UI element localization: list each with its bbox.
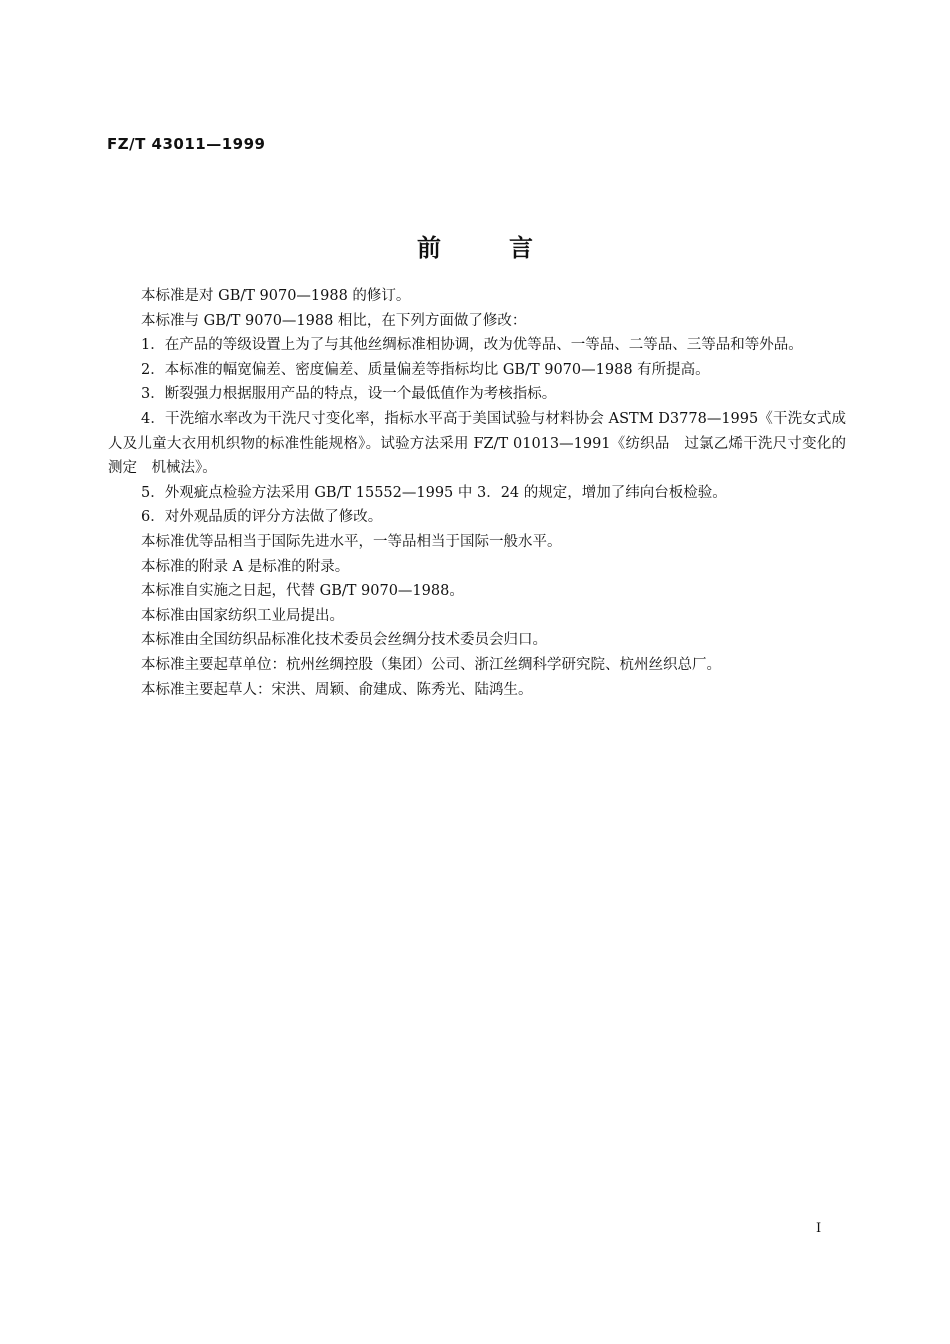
standard-code: FZ/T 43011—1999	[107, 135, 266, 153]
paragraph-proposer: 本标准由国家纺织工业局提出。	[141, 607, 344, 624]
paragraph-change-5: 5．外观疵点检验方法采用 GB/T 15552—1995 中 3．24 的规定，增加了纬向台板检验。	[141, 484, 727, 501]
page-number: I	[816, 1221, 822, 1236]
page-title: 前言	[417, 233, 601, 262]
paragraph-drafters: 本标准主要起草人：宋洪、周颖、俞建成、陈秀光、陆鸿生。	[141, 681, 533, 698]
paragraph-change-1: 1．在产品的等级设置上为了与其他丝绸标准相协调，改为优等品、一等品、二等品、三等品和等外品。	[141, 337, 803, 354]
paragraph-revision-note: 本标准是对 GB/T 9070—1988 的修订。	[141, 288, 411, 304]
paragraph-appendix: 本标准的附录 A 是标准的附录。	[141, 558, 350, 575]
paragraph-change-6: 6．对外观品质的评分方法做了修改。	[141, 509, 383, 526]
paragraph-changes-intro: 本标准与 GB/T 9070—1988 相比，在下列方面做了修改：	[141, 312, 527, 329]
paragraph-administrator: 本标准由全国纺织品标准化技术委员会丝绸分技术委员会归口。	[141, 632, 547, 649]
paragraph-change-3: 3．断裂强力根据服用产品的特点，设一个最低值作为考核指标。	[141, 386, 557, 403]
paragraph-drafting-units: 本标准主要起草单位：杭州丝绸控股（集团）公司、浙江丝绸科学研究院、杭州丝织总厂。	[141, 656, 721, 673]
paragraph-replacement: 本标准自实施之日起，代替 GB/T 9070—1988。	[141, 583, 464, 600]
paragraph-quality-level: 本标准优等品相当于国际先进水平，一等品相当于国际一般水平。	[141, 533, 562, 550]
paragraph-change-2: 2．本标准的幅宽偏差、密度偏差、质量偏差等指标均比 GB/T 9070—1988 有所提高。	[141, 361, 710, 378]
paragraph-change-4: 4．干洗缩水率改为干洗尺寸变化率，指标水平高于美国试验与材料协会 ASTM D3778—1995《干洗女式成人及儿童大衣用机织物的标准性能规格》。试验方法采用 FZ/T 01013—1991《纺织品 过氯乙烯干洗尺寸变化的测定 机械法》。	[108, 410, 846, 477]
foreword-body	[108, 284, 846, 702]
